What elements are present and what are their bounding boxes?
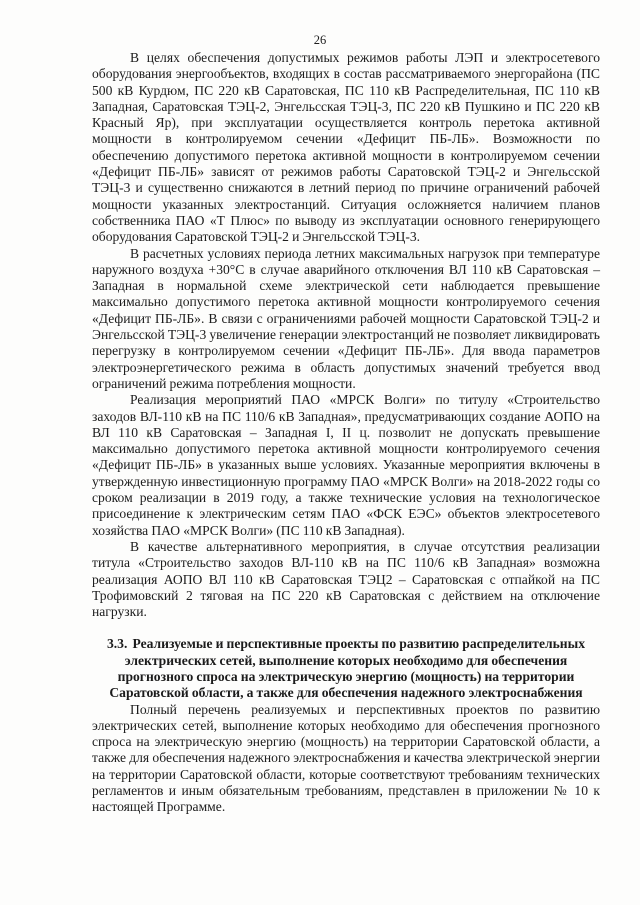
paragraph: В целях обеспечения допустимых режимов работы ЛЭП и электросетевого оборудования энергообъектов, входящих в состав рассматриваемого энергорайона (ПС 500 кВ Курдюм, ПС 220 кВ Саратовская, ПС 110 кВ Распределительная, ПС 110 кВ Западная, Саратовская ТЭЦ-2, Энгельсская ТЭЦ-3, ПС 220 кВ Пушкино и ПС 220 кВ Красный Яр), при эксплуатации осуществляется контроль перетока активной мощности в контролируемом сечении «Дефицит ПБ-ЛБ». Возможности по обеспечению допустимого перетока активной мощности в контролируемом сечении «Дефицит ПБ-ЛБ» зависят от режимов работы Саратовской ТЭЦ-2 и Энгельсской ТЭЦ-3 и существенно снижаются в летний период по причине ограничений рабочей мощности указанных электростанций. Ситуация осложняется наличием планов собственника ПАО «Т Плюс» по выводу из эксплуатации основного генерирующего оборудования Саратовской ТЭЦ-2 и Энгельсской ТЭЦ-3. xyxy=(92,50,600,245)
paragraph: Полный перечень реализуемых и перспективных проектов по развитию электрических сетей, выполнение которых необходимо для обеспечения прогнозного спроса на электрическую энергию (мощность) на территории Саратовской области, а также для обеспечения надежного электроснабжения и качества электрической энергии на территории Саратовской области, которые соответствуют требованиям технических регламентов и иным обязательным требованиям, представлен в приложении № 10 к настоящей Программе. xyxy=(92,701,600,815)
page-number: 26 xyxy=(313,33,327,47)
section-number: 3.3. xyxy=(106,636,128,652)
section-heading xyxy=(92,636,600,701)
paragraph: Реализация мероприятий ПАО «МРСК Волги» по титулу «Строительство заходов ВЛ-110 кВ на ПС 110/6 кВ Западная», предусматривающих создание АОПО на ВЛ 110 кВ Саратовская – Западная I, II ц. позволит не допускать превышение максимально допустимого перетока активной мощности контролируемого сечения «Дефицит ПБ-ЛБ» в указанных выше условиях. Указанные мероприятия включены в утвержденную инвестиционную программу ПАО «МРСК Волги» на 2018-2022 годы со сроком реализации в 2019 году, а также технические условия на технологическое присоединение к электрическим сетям ПАО «ФСК ЕЭС» объектов электросетевого хозяйства ПАО «МРСК Волги» (ПС 110 кВ Западная). xyxy=(92,392,600,538)
paragraph: В качестве альтернативного мероприятия, в случае отсутствия реализации титула «Строительство заходов ВЛ-110 кВ на ПС 110/6 кВ Западная» возможна реализация АОПО ВЛ 110 кВ Саратовская ТЭЦ2 – Саратовская с отпайкой на ПС Трофимовский 2 тяговая на ПС 220 кВ Саратовская с действием на отключение нагрузки. xyxy=(92,538,600,620)
paragraph: В расчетных условиях периода летних максимальных нагрузок при температуре наружного воздуха +30°С в случае аварийного отключения ВЛ 110 кВ Саратовская – Западная в нормальной схеме электрической сети наблюдается превышение максимально допустимого перетока активной мощности контролируемого сечения «Дефицит ПБ-ЛБ». В связи с ограничениями рабочей мощности Саратовской ТЭЦ-2 и Энгельсской ТЭЦ-3 увеличение генерации электростанций не позволяет ликвидировать перегрузку в контролируемом сечении «Дефицит ПБ-ЛБ». Для ввода параметров электроэнергетического режима в область допустимых значений требуется ввод ограничений режима потребления мощности. xyxy=(92,245,600,391)
document-body xyxy=(92,50,600,816)
section-title: Реализуемые и перспективные проекты по развитию распределительных электрических сетей, выполнение которых необходимо для обеспечения прогнозного спроса на электрическую энергию (мощность) на территории Саратовской области, а также для обеспечения надежного электроснабжения xyxy=(109,636,586,701)
